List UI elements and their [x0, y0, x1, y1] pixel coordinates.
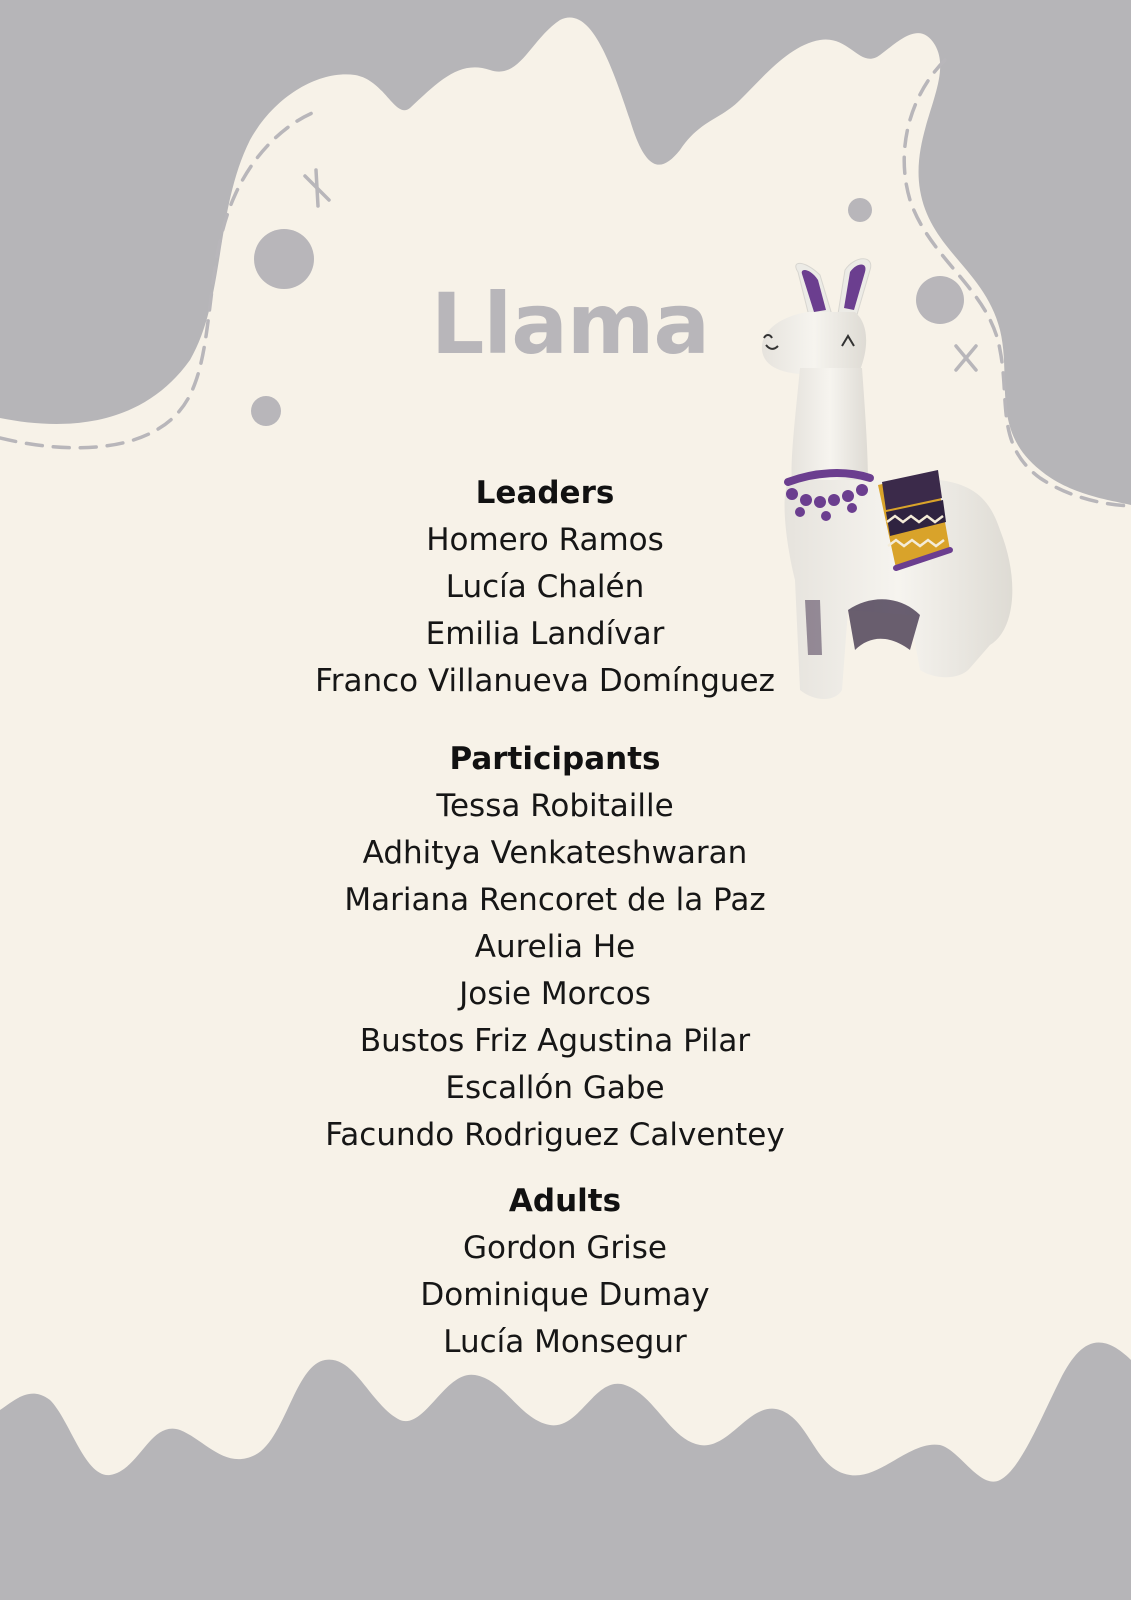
leaders-section [280, 470, 810, 705]
list-item: Emilia Landívar [425, 616, 665, 652]
section-heading-leaders: Leaders [475, 475, 615, 511]
decor-circle [251, 396, 281, 426]
list-item: Bustos Friz Agustina Pilar [359, 1023, 751, 1059]
list-item: Aurelia He [474, 929, 636, 965]
list-item: Homero Ramos [426, 522, 664, 558]
llama-neck [792, 368, 868, 485]
list-item: Mariana Rencoret de la Paz [344, 882, 766, 918]
list-item: Lucía Chalén [445, 569, 645, 605]
llama-photo [760, 250, 1040, 710]
leaders-list [280, 517, 810, 705]
decor-circle [848, 198, 872, 222]
page-title: Llama [430, 275, 710, 373]
adults-list [300, 1225, 830, 1366]
section-heading-adults: Adults [508, 1183, 622, 1219]
list-item: Franco Villanueva Domínguez [315, 663, 775, 699]
participants-list [290, 783, 820, 1159]
list-item: Gordon Grise [463, 1230, 667, 1266]
adults-section [300, 1178, 830, 1366]
llama-belly-shadow [848, 599, 920, 650]
llama-head [762, 312, 866, 374]
list-item: Lucía Monsegur [443, 1324, 687, 1360]
list-item: Escallón Gabe [445, 1070, 665, 1106]
decor-circle [254, 229, 314, 289]
list-item: Josie Morcos [459, 976, 651, 1012]
list-item: Dominique Dumay [420, 1277, 710, 1313]
list-item: Facundo Rodriguez Calventey [325, 1117, 785, 1153]
list-item: Adhitya Venkateshwaran [362, 835, 748, 871]
section-heading-participants: Participants [449, 741, 661, 777]
participants-section [290, 736, 820, 1159]
list-item: Tessa Robitaille [436, 788, 674, 824]
